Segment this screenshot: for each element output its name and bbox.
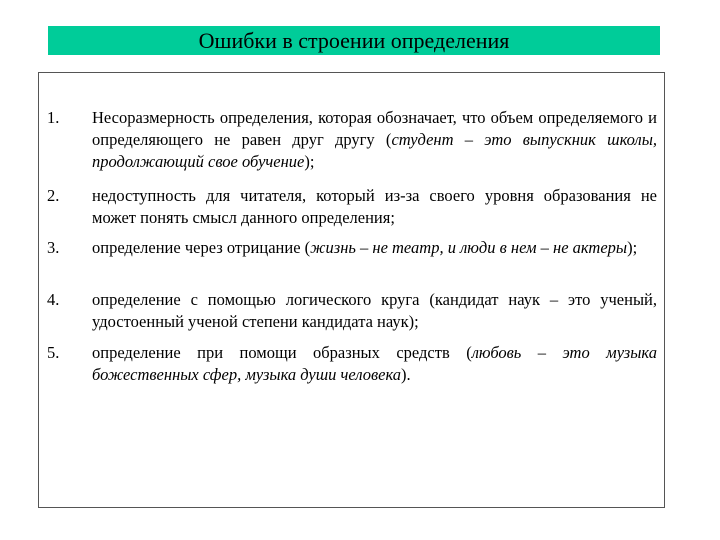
item-number: 3. <box>47 238 60 257</box>
title-bar <box>48 26 660 55</box>
item-number: 1. <box>47 108 60 127</box>
slide-title: Ошибки в строении определения <box>198 27 510 53</box>
item-text-run: недоступность для читателя, который из-за своего уровня образования не может понять смысл данного определения; <box>92 186 657 227</box>
item-text <box>92 342 657 386</box>
item-text-run: Несоразмерность определения, которая обозначает, что объем определяемого и определяющего не равен друг другу ( <box>92 108 657 149</box>
item-text-run: ); <box>304 152 315 171</box>
item-text-run: определение через отрицание ( <box>92 238 311 257</box>
item-text <box>92 289 657 333</box>
item-number: 5. <box>47 343 60 362</box>
item-number: 2. <box>47 186 60 205</box>
item-example-italic: любовь – это музыка божественных сфер, музыка души человека <box>92 343 657 384</box>
item-text-run: определение с помощью логического круга (кандидат наук – это ученый, удостоенный ученой степени кандидата наук); <box>92 290 657 331</box>
content-box <box>38 72 665 508</box>
item-text-run: ); <box>627 238 638 257</box>
item-text <box>92 237 657 259</box>
item-text <box>92 107 657 173</box>
item-text <box>92 185 657 229</box>
item-text-run: определение при помощи образных средств ( <box>92 343 472 362</box>
item-example-italic: жизнь – не театр, и люди в нем – не актеры <box>310 238 628 257</box>
item-example-italic: студент – это выпускник школы, продолжающий свое обучение <box>92 130 657 171</box>
item-number: 4. <box>47 290 60 309</box>
item-text-run: ). <box>401 365 411 384</box>
